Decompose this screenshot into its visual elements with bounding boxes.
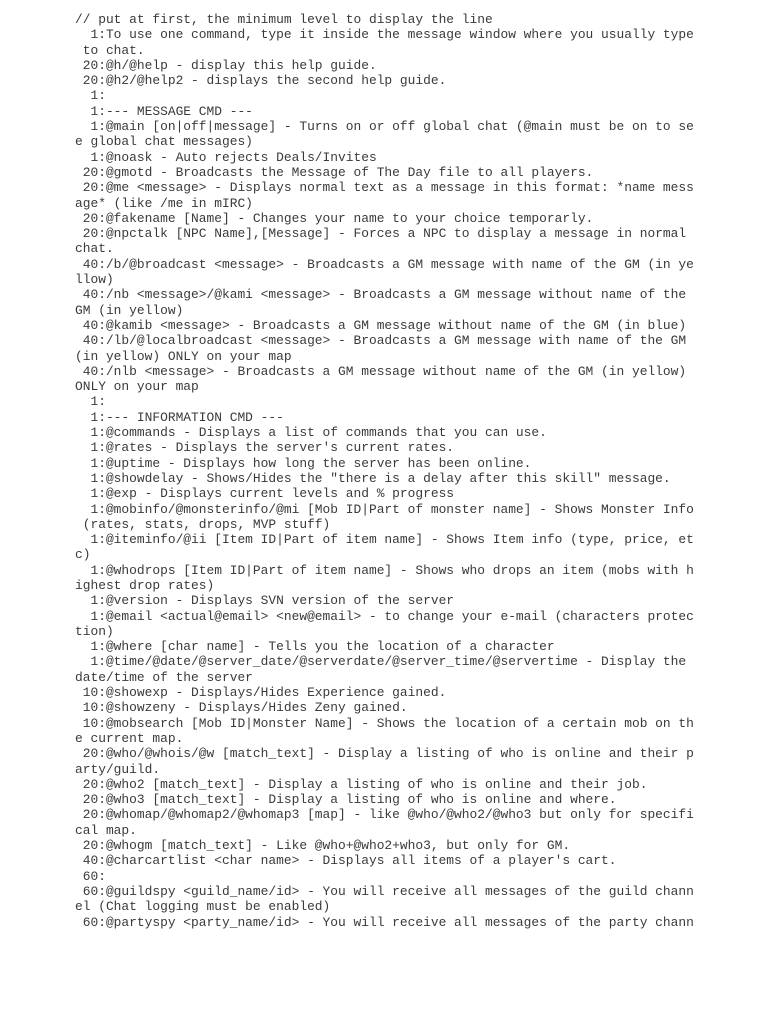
text-line: 1:@rates - Displays the server's current rates. (75, 440, 455, 456)
text-line: llow) (75, 272, 114, 288)
text-line: 1:@time/@date/@server_date/@serverdate/@server_time/@servertime - Display the (75, 654, 687, 670)
text-line: 20:@who/@whois/@w [match_text] - Display a listing of who is online and their p (75, 746, 694, 762)
text-line: 1:To use one command, type it inside the message window where you usually type (75, 27, 694, 43)
text-line: 1:@where [char name] - Tells you the location of a character (75, 639, 555, 655)
text-line: 20:@h2/@help2 - displays the second help guide. (75, 73, 447, 89)
text-line: cal map. (75, 822, 137, 838)
text-line: 60:@guildspy <guild_name/id> - You will receive all messages of the guild chann (75, 883, 694, 899)
text-line: 10:@showexp - Displays/Hides Experience gained. (75, 685, 447, 701)
text-line: 1: (75, 88, 106, 104)
text-line: GM (in yellow) (75, 302, 184, 318)
text-line: (rates, stats, drops, MVP stuff) (75, 516, 331, 532)
text-line: 60: (75, 868, 106, 884)
text-line: 40:/nb <message>/@kami <message> - Broadcasts a GM message without name of the (75, 287, 687, 303)
text-line: 1:@whodrops [Item ID|Part of item name] - Shows who drops an item (mobs with h (75, 562, 694, 578)
text-line: 10:@mobsearch [Mob ID|Monster Name] - Shows the location of a certain mob on th (75, 715, 694, 731)
text-line: 20:@whomap/@whomap2/@whomap3 [map] - like @who/@who2/@who3 but only for specifi (75, 807, 694, 823)
help-text-body (75, 12, 694, 930)
text-line: 1:@noask - Auto rejects Deals/Invites (75, 149, 377, 165)
text-line: e global chat messages) (75, 134, 253, 150)
text-line: 20:@h/@help - display this help guide. (75, 57, 377, 73)
text-line: 20:@npctalk [NPC Name],[Message] - Forces a NPC to display a message in normal (75, 226, 687, 242)
text-line: date/time of the server (75, 669, 253, 685)
text-line: 1:@showdelay - Shows/Hides the "there is a delay after this skill" message. (75, 470, 671, 486)
text-line: 1:@uptime - Displays how long the server has been online. (75, 455, 532, 471)
text-line: 20:@who3 [match_text] - Display a listing of who is online and where. (75, 792, 617, 808)
text-line: 1:@commands - Displays a list of commands that you can use. (75, 425, 547, 441)
text-line: tion) (75, 623, 114, 639)
text-line: ighest drop rates) (75, 577, 215, 593)
text-line: 20:@whogm [match_text] - Like @who+@who2+who3, but only for GM. (75, 838, 571, 854)
text-line: 40:/nlb <message> - Broadcasts a GM message without name of the GM (in yellow) (75, 363, 687, 379)
text-line: 40:/b/@broadcast <message> - Broadcasts a GM message with name of the GM (in ye (75, 256, 694, 272)
text-line: 20:@who2 [match_text] - Display a listing of who is online and their job. (75, 776, 648, 792)
text-line: // put at first, the minimum level to display the line (75, 12, 493, 27)
text-line: 1:@mobinfo/@monsterinfo/@mi [Mob ID|Part of monster name] - Shows Monster Info (75, 501, 694, 517)
text-line: chat. (75, 241, 114, 257)
text-line: 40:@charcartlist <char name> - Displays all items of a player's cart. (75, 853, 617, 869)
text-line: 1:@iteminfo/@ii [Item ID|Part of item name] - Shows Item info (type, price, et (75, 532, 694, 548)
text-line: (in yellow) ONLY on your map (75, 348, 292, 364)
text-line: 20:@gmotd - Broadcasts the Message of The Day file to all players. (75, 164, 594, 180)
text-line: to chat. (75, 42, 145, 58)
text-line: 1:--- MESSAGE CMD --- (75, 103, 253, 119)
text-line: 20:@me <message> - Displays normal text as a message in this format: *name mess (75, 180, 694, 196)
text-line: c) (75, 547, 91, 563)
text-line: 40:@kamib <message> - Broadcasts a GM message without name of the GM (in blue) (75, 317, 687, 333)
text-line: 1:@exp - Displays current levels and % progress (75, 486, 455, 502)
text-line: 60:@partyspy <party_name/id> - You will receive all messages of the party chann (75, 914, 694, 930)
text-line: arty/guild. (75, 761, 161, 777)
text-line: 1:@email <actual@email> <new@email> - to change your e-mail (characters protec (75, 608, 694, 624)
text-line: 10:@showzeny - Displays/Hides Zeny gained. (75, 700, 408, 716)
text-line: 1:--- INFORMATION CMD --- (75, 409, 284, 425)
text-line: e current map. (75, 730, 184, 746)
text-line: 1: (75, 394, 106, 410)
text-line: 1:@version - Displays SVN version of the server (75, 593, 455, 609)
text-line: 1:@main [on|off|message] - Turns on or off global chat (@main must be on to se (75, 119, 694, 135)
text-line: el (Chat logging must be enabled) (75, 899, 331, 915)
text-line: age* (like /me in mIRC) (75, 195, 253, 211)
text-line: 40:/lb/@localbroadcast <message> - Broadcasts a GM message with name of the GM (75, 333, 687, 349)
text-line: 20:@fakename [Name] - Changes your name to your choice temporarly. (75, 210, 594, 226)
text-line: ONLY on your map (75, 379, 199, 395)
